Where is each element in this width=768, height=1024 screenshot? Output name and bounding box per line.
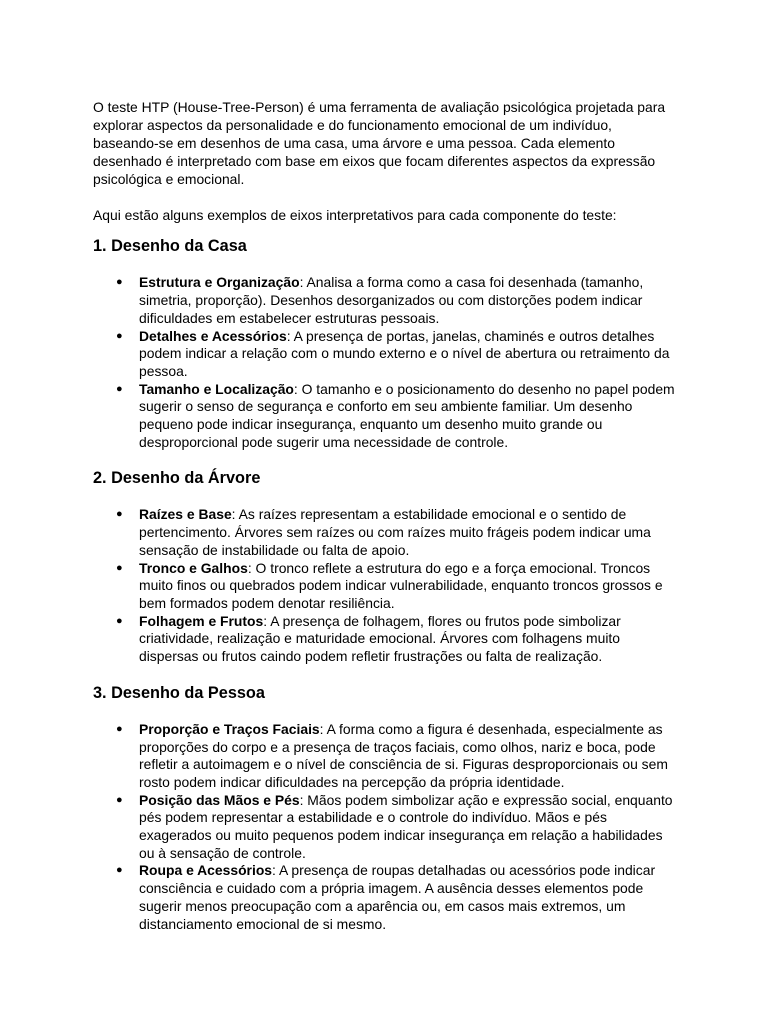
bullet-icon: ● <box>116 276 123 289</box>
item-term: Estrutura e Organização <box>139 274 300 291</box>
bullet-icon: ● <box>116 614 123 627</box>
bullet-icon: ● <box>116 382 123 395</box>
intro-paragraph: O teste HTP (House-Tree-Person) é uma ferramenta de avaliação psicológica projetada para explorar aspectos da personalidade e do funcionamento emocional de um indivíduo, baseando-se em desenhos de uma casa, uma árvore e uma pessoa. Cada elemento desenhado é interpretado com base em eixos que focam diferentes aspectos da expressão psicológica e emocional. <box>93 99 666 187</box>
item-term: Raízes e Base <box>139 506 232 523</box>
item-text: : Mãos podem simbolizar ação e expressão social, enquanto pés podem representar a estabilidade e o controle do indivíduo. Mãos e pés exagerados ou muito pequenos podem indicar insegurança em relação a habilidades ou à sensação de controle. <box>139 791 673 861</box>
bullet-icon: ● <box>116 793 123 806</box>
bullet-icon: ● <box>116 508 123 521</box>
list-item <box>93 862 681 933</box>
list-item <box>93 721 681 792</box>
item-term: Tamanho e Localização <box>139 380 294 397</box>
bullet-icon: ● <box>116 561 123 574</box>
item-text: : A forma como a figura é desenhada, especialmente as proporções do corpo e a presença de traços faciais, como olhos, nariz e boca, pode refletir a autoimagem e o nível de consciência de si. Figuras desproporcionais ou sem rosto podem indicar dificuldades na percepção da própria identidade. <box>139 720 668 790</box>
list-arvore <box>93 506 681 665</box>
item-text: : A presença de roupas detalhadas ou acessórios pode indicar consciência e cuidado com a própria imagem. A ausência desses elementos pode sugerir menos preocupação com a aparência ou, em casos mais extremos, um distanciamento emocional de si mesmo. <box>139 862 656 932</box>
item-term: Detalhes e Acessórios <box>139 327 287 344</box>
item-term: Posição das Mãos e Pés <box>139 791 300 808</box>
bullet-icon: ● <box>116 329 123 342</box>
lead-paragraph: Aqui estão alguns exemplos de eixos interpretativos para cada componente do teste: <box>93 206 617 223</box>
item-text: : A presença de portas, janelas, chaminés e outros detalhes podem indicar a relação com o mundo externo e o nível de abertura ou retraimento da pessoa. <box>139 327 670 379</box>
list-item <box>93 560 681 613</box>
list-item <box>93 613 681 666</box>
item-term: Folhagem e Frutos <box>139 612 264 629</box>
document-page <box>93 99 681 933</box>
list-item <box>93 328 681 381</box>
section-heading-casa: 1. Desenho da Casa <box>93 237 247 256</box>
list-item <box>93 506 681 559</box>
item-text: : Analisa a forma como a casa foi desenhada (tamanho, simetria, proporção). Desenhos desorganizados ou com distorções podem indicar dificuldades em estabelecer estruturas pessoais. <box>139 274 644 326</box>
list-casa <box>93 274 681 451</box>
item-term: Roupa e Acessórios <box>139 862 273 879</box>
list-item <box>93 274 681 327</box>
item-text: : O tronco reflete a estrutura do ego e a força emocional. Troncos muito finos ou quebrados podem indicar vulnerabilidade, enquanto troncos grossos e bem formados podem denotar resiliência. <box>139 559 663 611</box>
bullet-icon: ● <box>116 864 123 877</box>
list-pessoa <box>93 721 681 933</box>
list-item <box>93 381 681 452</box>
section-heading-arvore: 2. Desenho da Árvore <box>93 469 261 488</box>
item-text: : O tamanho e o posicionamento do desenho no papel podem sugerir o senso de segurança e conforto em seu ambiente familiar. Um desenho pequeno pode indicar insegurança, enquanto um desenho muito grande ou desproporcional pode sugerir uma necessidade de controle. <box>139 380 675 450</box>
item-term: Tronco e Galhos <box>139 559 248 576</box>
list-item <box>93 792 681 863</box>
item-term: Proporção e Traços Faciais <box>139 720 320 737</box>
bullet-icon: ● <box>116 722 123 735</box>
item-text: : A presença de folhagem, flores ou frutos pode simbolizar criatividade, realização e maturidade emocional. Árvores com folhagens muito dispersas ou frutos caindo podem refletir frustrações ou falta de realização. <box>139 612 621 665</box>
item-text: : As raízes representam a estabilidade emocional e o sentido de pertencimento. Árvores sem raízes ou com raízes muito frágeis podem indicar uma sensação de instabilidade ou falta de apoio. <box>139 506 651 558</box>
section-heading-pessoa: 3. Desenho da Pessoa <box>93 683 265 702</box>
